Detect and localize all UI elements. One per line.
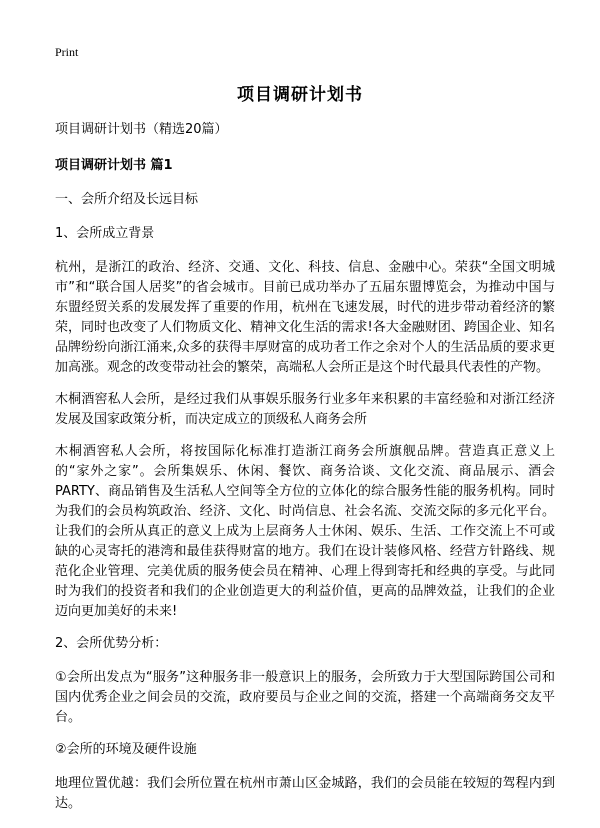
paragraph-founding: 木桐酒窖私人会所，是经过我们从事娱乐服务行业多年来积累的丰富经验和对浙江经济发展及国家政策分析，而决定成立的顶级私人商务会所 xyxy=(55,392,555,427)
print-link[interactable]: Print xyxy=(55,45,79,59)
page-title: 项目调研计划书 xyxy=(237,85,363,105)
heading-environment: ②会所的环境及硬件设施 xyxy=(55,742,197,757)
document-subtitle: 项目调研计划书（精选20篇） xyxy=(55,122,228,137)
paragraph-brand: 木桐酒窖私人会所，将按国际化标准打造浙江商务会所旗舰品牌。营造真正意义上的“家外之家”。会所集娱乐、休闲、餐饮、商务洽谈、文化交流、商品展示、酒会PARTY、商品销售及生活私人空间等全方位的立体化的综合服务性能的服务机构。同时为我们的会员构筑政治、经济、文化、时尚信息、社会名流、交流交际的多元化平台。让我们的会所从真正的意义上成为上层商务人士休闲、娱乐、生活、工作交流上不可或缺的心灵寄托的港湾和最佳获得财富的地方。我们在设计装修风格、经营方针路线、规范化企业管理、完美优质的服务使会员在精神、心理上得到寄托和经典的享受。与此同时为我们的投资者和我们的企业创造更大的利益价值，更高的品牌效益，让我们的企业迈向更加美好的未来! xyxy=(55,444,555,619)
section-title: 项目调研计划书 篇1 xyxy=(55,158,173,173)
heading-advantages: 2、会所优势分析： xyxy=(55,636,168,651)
paragraph-location: 地理位置优越：我们会所位置在杭州市萧山区金城路，我们的会员能在较短的驾程内到达。 xyxy=(55,776,555,811)
document-body xyxy=(55,120,555,826)
paragraph-background: 杭州，是浙江的政治、经济、交通、文化、科技、信息、金融中心。荣获“全国文明城市”和“联合国人居奖”的省会城市。目前已成功举办了五届东盟博览会，为推动中国与东盟经贸关系的发展发挥了重要的作用，杭州在飞速发展，时代的进步带动着经济的繁荣，同时也改变了人们物质文化、精神文化生活的需求!各大金融财团、跨国企业、知名品牌纷纷向浙江涌来,众多的获得丰厚财富的成功者工作之余对个人的生活品质的要求更加高涨。观念的改变带动社会的繁荣，高端私人会所正是这个时代最具代表性的产物。 xyxy=(55,260,555,375)
heading-background: 1、会所成立背景 xyxy=(55,226,155,241)
heading-overview: 一、会所介绍及长远目标 xyxy=(55,192,199,207)
paragraph-service: ①会所出发点为“服务”这种服务非一般意识上的服务，会所致力于大型国际跨国公司和国内优秀企业之间会员的交流，政府要员与企业之间的交流，搭建一个高端商务交友平台。 xyxy=(55,670,555,725)
